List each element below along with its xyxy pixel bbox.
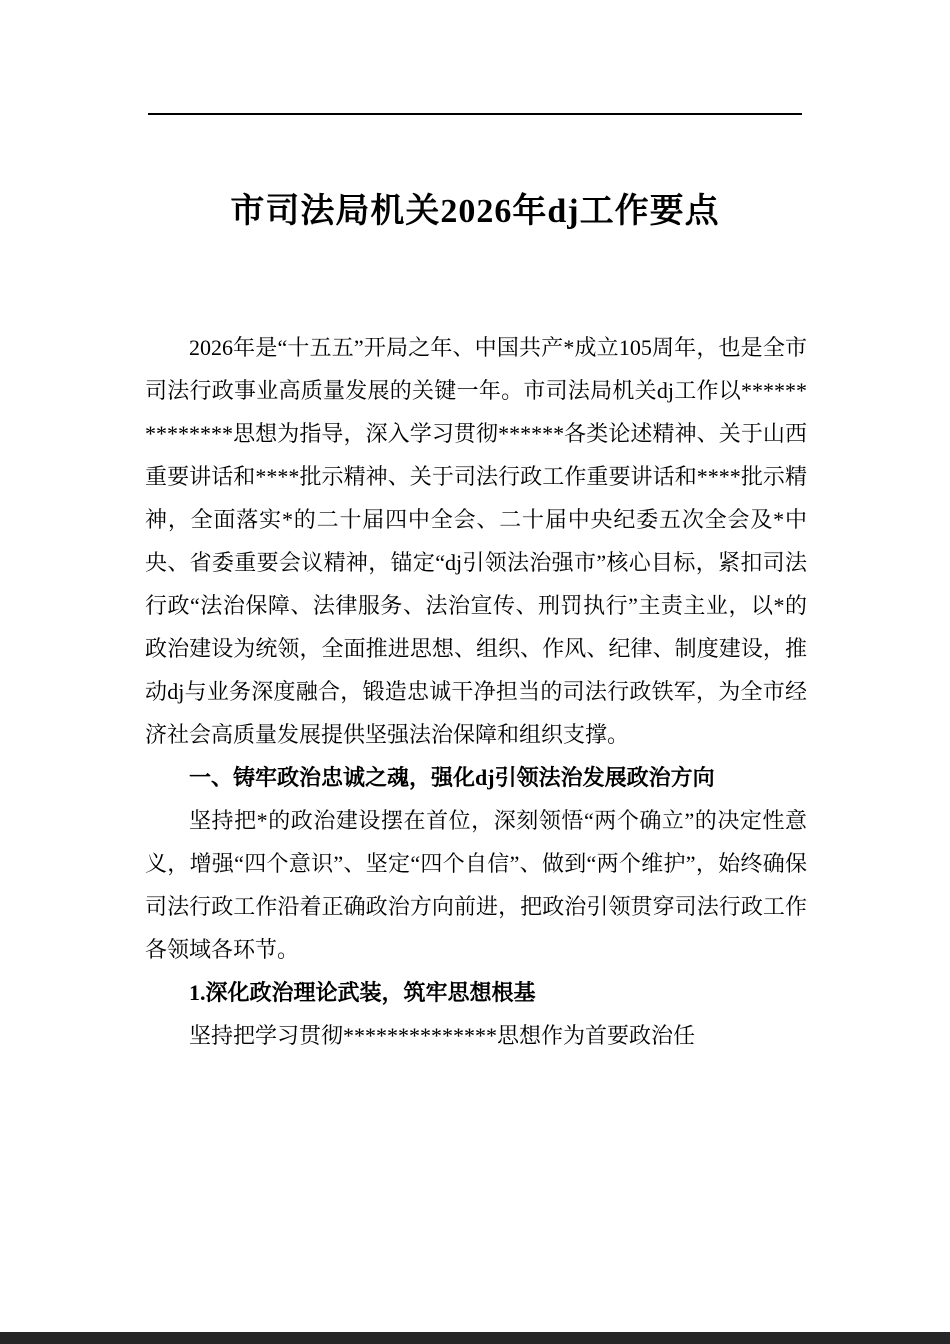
document-body [145,326,807,1057]
paragraph-section-1: 坚持把*的政治建设摆在首位，深刻领悟“两个确立”的决定性意义，增强“四个意识”、坚定“四个自信”、做到“两个维护”，始终确保司法行政工作沿着正确政治方向前进，把政治引领贯穿司法行政工作各领域各环节。 [145,808,807,962]
paragraph-intro: 2026年是“十五五”开局之年、中国共产*成立105周年，也是全市司法行政事业高质量发展的关键一年。市司法局机关dj工作以**************思想为指导，深入学习贯彻******各类论述精神、关于山西重要讲话和****批示精神、关于司法行政工作重要讲话和****批示精神，全面落实*的二十届四中全会、二十届中央纪委五次全会及*中央、省委重要会议精神，锚定“dj引领法治强市”核心目标，紧扣司法行政“法治保障、法律服务、法治宣传、刑罚执行”主责主业，以*的政治建设为统领，全面推进思想、组织、作风、纪律、制度建设，推动dj与业务深度融合，锻造忠诚干净担当的司法行政铁军，为全市经济社会高质量发展提供坚强法治保障和组织支撑。 [145,335,807,747]
paragraph-subsection-1-1: 坚持把学习贯彻**************思想作为首要政治任 [189,1023,696,1048]
section-heading-1: 一、铸牢政治忠诚之魂，强化dj引领法治发展政治方向 [189,765,715,790]
subsection-heading-1-1: 1.深化政治理论武装，筑牢思想根基 [189,980,536,1005]
document-title: 市司法局机关2026年dj工作要点 [230,193,720,230]
bottom-bar [0,1332,950,1344]
header-rule [148,113,802,115]
